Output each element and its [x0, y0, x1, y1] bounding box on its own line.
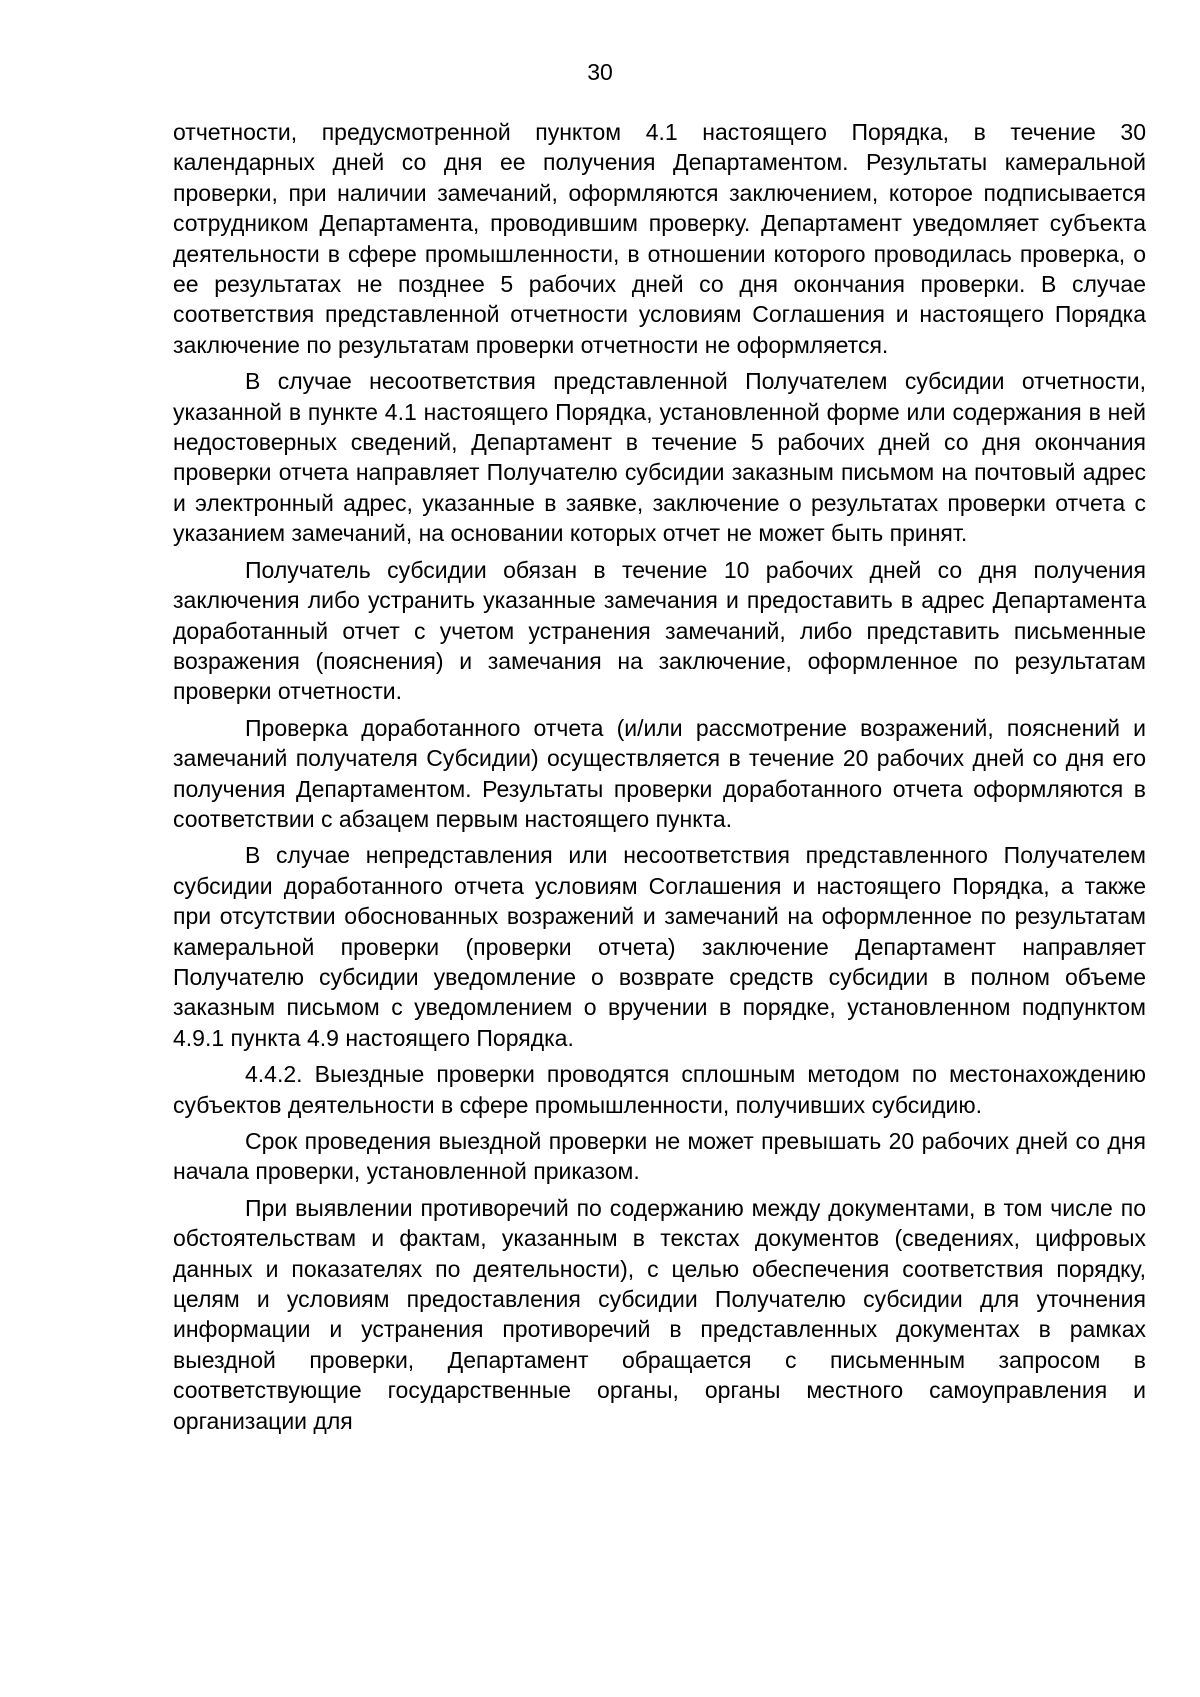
page-number: 30	[587, 59, 613, 85]
paragraph-inspection-term: Срок проведения выездной проверки не может превышать 20 рабочих дней со дня начала проверки, установленной приказом.	[173, 1128, 1146, 1185]
paragraph-recipient-obligation: Получатель субсидии обязан в течение 10 рабочих дней со дня получения заключения либо устранить указанные замечания и предоставить в адрес Департамента доработанный отчет с учетом устранения замечаний, либо представить письменные возражения (пояснения) и замечания на заключение, оформленное по результатам проверки отчетности.	[173, 556, 1146, 705]
paragraph-contradictions: При выявлении противоречий по содержанию между документами, в том числе по обстоятельствам и фактам, указанным в текстах документов (сведениях, цифровых данных и показателях по деятельности), с целью обеспечения соответствия порядку, целям и условиям предоставления субсидии Получателю субсидии для уточнения информации и устранения противоречий в представленных документах в рамках выездной проверки, Департамент обращается с письменным запросом в соответствующие государственные органы, органы местного самоуправления и организации для	[173, 1194, 1146, 1434]
paragraph-nonconformity: В случае несоответствия представленной Получателем субсидии отчетности, указанной в пункте 4.1 настоящего Порядка, установленной форме или содержания в ней недостоверных сведений, Департамент в течение 5 рабочих дней со дня окончания проверки отчета направляет Получателю субсидии заказным письмом на почтовый адрес и электронный адрес, указанные в заявке, заключение о результатах проверки отчета с указанием замечаний, на основании которых отчет не может быть принят.	[173, 368, 1146, 547]
paragraph-revised-report-check: Проверка доработанного отчета (и/или рассмотрение возражений, пояснений и замечаний получателя Субсидии) осуществляется в течение 20 рабочих дней со дня его получения Департаментом. Результаты проверки доработанного отчета оформляются в соответствии с абзацем первым настоящего пункта.	[173, 714, 1146, 832]
paragraph-onsite-inspections: 4.4.2. Выездные проверки проводятся сплошным методом по местонахождению субъектов деятельности в сфере промышленности, получивших субсидию.	[173, 1061, 1146, 1118]
paragraph-reporting-check: отчетности, предусмотренной пунктом 4.1 настоящего Порядка, в течение 30 календарных дней со дня ее получения Департаментом. Результаты камеральной проверки, при наличии замечаний, оформляются заключением, которое подписывается сотрудником Департамента, проводившим проверку. Департамент уведомляет субъекта деятельности в сфере промышленности, в отношении которого проводилась проверка, о ее результатах не позднее 5 рабочих дней со дня окончания проверки. В случае соответствия представленной отчетности условиям Соглашения и настоящего Порядка заключение по результатам проверки отчетности не оформляется.	[173, 119, 1146, 358]
document-body	[173, 117, 1146, 1442]
paragraph-refund-notice: В случае непредставления или несоответствия представленного Получателем субсидии доработанного отчета условиям Соглашения и настоящего Порядка, а также при отсутствии обоснованных возражений и замечаний на оформленное по результатам камеральной проверки (проверки отчета) заключение Департамент направляет Получателю субсидии уведомление о возврате средств субсидии в полном объеме заказным письмом с уведомлением о вручении в порядке, установленном подпунктом 4.9.1 пункта 4.9 настоящего Порядка.	[173, 842, 1146, 1051]
